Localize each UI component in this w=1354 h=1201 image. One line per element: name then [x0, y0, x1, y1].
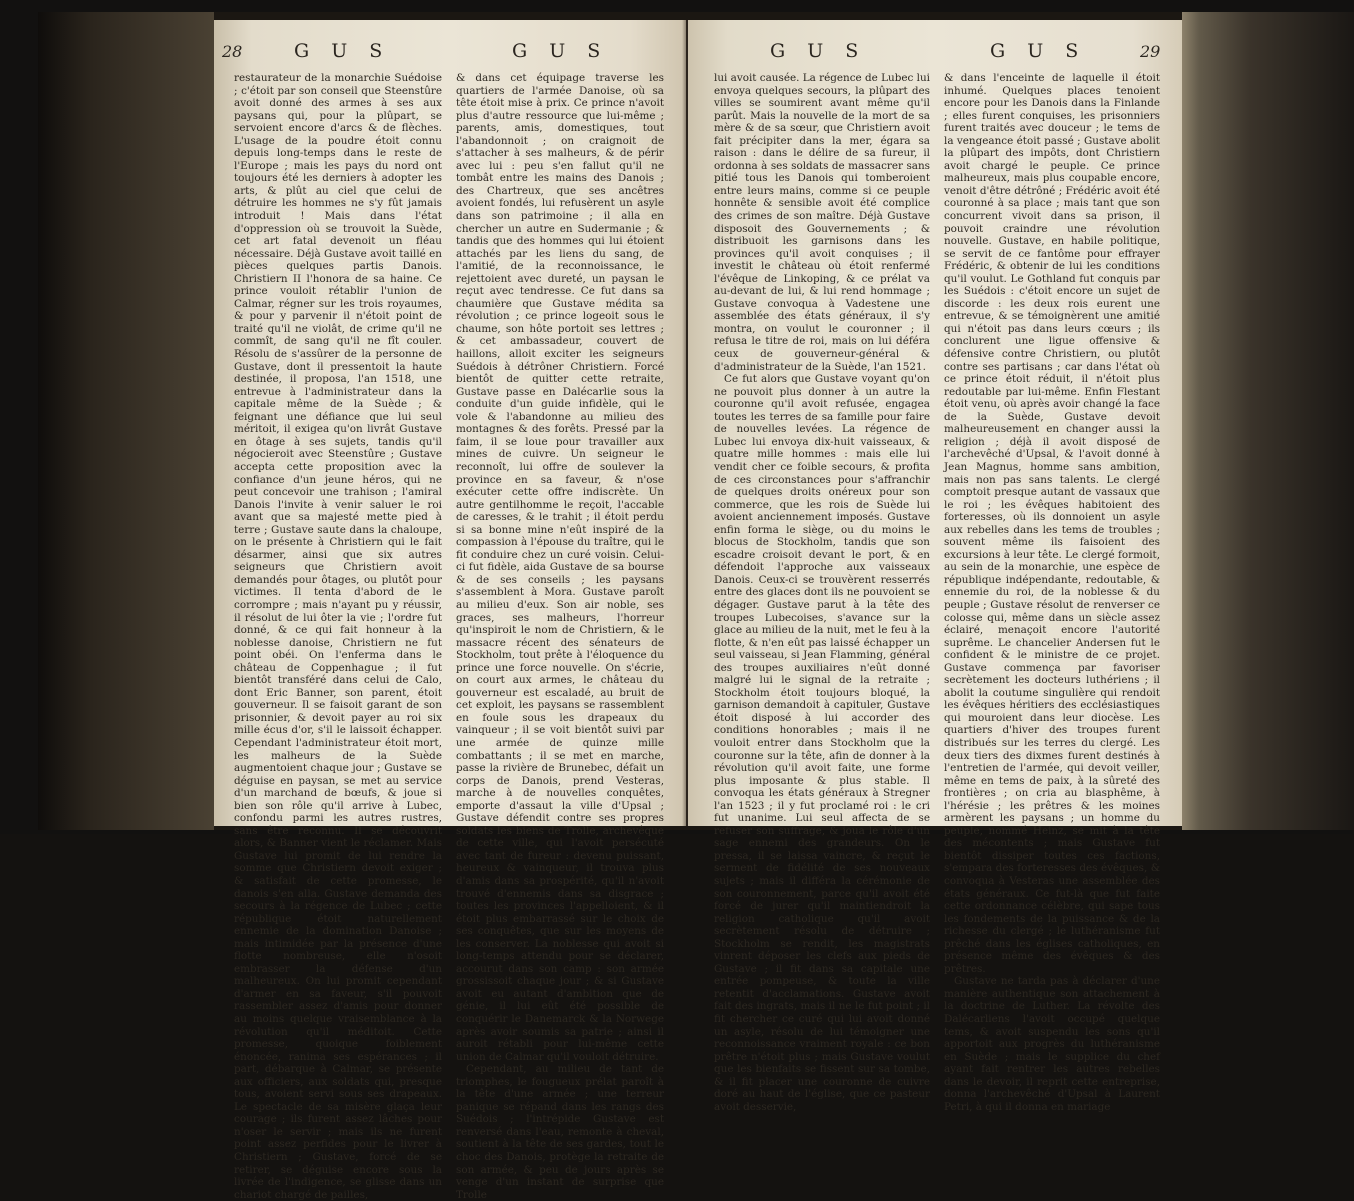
left-page — [214, 20, 686, 1201]
paragraph: & dans l'enceinte de laquelle il étoit inhumé. Quelques places tenoient encore pour les Danois dans la Finlande ; elles furent conquises, les prisonniers furent traités avec douceur ; le tems de la vengeance étoit passé ; Gustave abolit la plûpart des impôts, dont Christiern avoit chargé le peuple. Ce prince malheureux, mais plus coupable encore, venoit d'être détrôné ; Frédéric avoit été couronné à sa place ; mais tant que son concurrent vivoit dans sa prison, il pouvoit craindre une révolution nouvelle. Gustave, en habile politique, se servit de ce fantôme pour effrayer Frédéric, & obtenir de lui les conditions qu'il voulut. Le Gothland fut conquis par les Suédois : c'étoit encore un sujet de discorde : les deux rois eurent une entrevue, & se témoignèrent une amitié qui n'étoit pas dans leurs cœurs ; ils conclurent une ligue offensive & défensive contre Christiern, ou plutôt contre ses partisans ; car dans l'état où ce prince étoit réduit, il n'étoit plus redoutable par lui-même. Enfin Flestant étoit venu, où après avoir changé la face de la Suède, Gustave devoit malheureusement en changer aussi la religion ; déjà il avoit disposé de l'archevêché d'Upsal, & l'avoit donné à Jean Magnus, homme sans ambition, mais non pas sans talents. Le clergé comptoit presque autant de vassaux que le roi ; les évêques habitoient des forteresses, où ils donnoient un asyle aux rebelles dans les tems de troubles ; souvent même ils faisoient des excursions à leur tête. Le clergé formoit, au sein de la monarchie, une espèce de république indépendante, redoutable, & ennemie du roi, de la noblesse & du peuple ; Gustave résolut de renverser ce colosse qui, même dans un siècle assez éclairé, menaçoit encore l'autorité suprême. Le chancelier Andersen fut le confident & le ministre de ce projet. Gustave commença par favoriser secrètement les docteurs luthériens ; il abolit la coutume singulière qui rendoit les évêques héritiers des ecclésiastiques qui mouroient dans leur diocèse. Les quartiers d'hiver des troupes furent distribués sur les terres du clergé. Les deux tiers des dixmes furent destinés à l'entretien de l'armée, qui devoit veiller, même en tems de paix, à la sûreté des frontières ; on cria au blasphême, à l'hérésie ; les prêtres & les moines armèrent les paysans ; un homme du peuple, nommé Heinz, se mit à la tête des mécontents ; mais Gustave fut bientôt dissiper toutes ces factions, s'empara des forteresses des évêques, & convoqua à Vesteras une assemblée des états généraux. Ce fut-là que fut faite cette ordonnance célèbre, qui sape tous les fondements de la puissance & de la richesse du clergé ; le luthéranisme fut prêché dans les églises catholiques, en présence même des évêques & des prêtres. — [944, 72, 1160, 975]
paragraph: Gustave ne tarda pas à déclarer d'une manière authentique son attachement à la doctrine de Luther. La révolte des Dalécarliens l'avoit occupé quelque tems, & avoit suspendu les sons qu'il apportoit aux progrès du luthéranisme en Suède ; mais le supplice du chef ayant fait rentrer les autres rebelles dans le devoir, il reprit cette entreprise, donna l'archevêché d'Upsal à Laurent Petri, à qui il donna en mariage — [944, 975, 1160, 1113]
right-page-header — [688, 38, 1182, 68]
running-head-right: G U S — [512, 40, 609, 62]
text-column-2 — [456, 72, 664, 1201]
open-book — [38, 12, 1354, 1201]
left-page-header — [214, 38, 686, 68]
paragraph: Cependant, au milieu de tant de triomphes, le fougueux prélat paroît à la tête d'une armée ; une terreur panique se répand dans les rangs des Suédois ; l'intrépide Gustave est renversé dans l'eau, remonte à cheval, soutient à la tête de ses gardes, tout le choc des Danois, protège la retraite de son armée, & peu de jours après se venge d'un instant de surprise que Trolle — [456, 1063, 664, 1201]
running-head-right: G U S — [990, 40, 1087, 62]
running-head-left: G U S — [294, 40, 391, 62]
right-page — [688, 20, 1182, 1113]
page-number: 29 — [1140, 42, 1161, 61]
paragraph: restaurateur de la monarchie Suédoise ; c'étoit par son conseil que Steenstûre avoit donné des armes à ses aux paysans qui, pour la plûpart, se servoient encore d'arcs & de flèches. L'usage de la poudre étoit connu depuis long-temps dans le reste de l'Europe ; mais les pays du nord ont toujours été les derniers à adopter les arts, & plût au ciel que celui de détruire les hommes ne s'y fût jamais introduit ! Mais dans l'état d'oppression où se trouvoit la Suède, cet art fatal devenoit un fléau nécessaire. Déjà Gustave avoit taillé en pièces quelques partis Danois. Christiern II l'honora de sa haine. Ce prince vouloit rétablir l'union de Calmar, régner sur les trois royaumes, & pour y parvenir il n'étoit point de traité qu'il ne violât, de crime qu'il ne commît, de sang qu'il ne fît couler. Résolu de s'assûrer de la personne de Gustave, dont il pressentoit la haute destinée, il proposa, l'an 1518, une entrevue à l'administrateur dans la capitale même de la Suède ; & feignant une défiance que lui seul méritoit, il exigea qu'on livrât Gustave en ôtage à ses sujets, tandis qu'il négocieroit avec Steenstûre ; Gustave accepta cette proposition avec la confiance d'un jeune héros, qui ne peut concevoir une trahison ; l'amiral Danois l'invite à venir saluer le roi avant que sa majesté mette pied à terre ; Gustave saute dans la chaloupe, on le présente à Christiern qui le fait désarmer, ainsi que six autres seigneurs que Christiern avoit demandés pour ôtages, ou plutôt pour victimes. Il tenta d'abord de le corrompre ; mais n'ayant pu y réussir, il résolut de lui ôter la vie ; l'ordre fut donné, & ce qui fait honneur à la noblesse danoise, Christiern ne fut point obéi. On l'enferma dans le château de Coppenhague ; il fut bientôt transféré dans celui de Calo, dont Eric Banner, son parent, étoit gouverneur. Il se faisoit garant de son prisonnier, & devoit payer au roi six mille écus d'or, s'il le laissoit échapper. Cependant l'administrateur étoit mort, les malheurs de la Suède augmentoient chaque jour ; Gustave se déguise en paysan, se met au service d'un marchand de bœufs, & joue si bien son rôle qu'il arrive à Lubec, confondu parmi les autres rustres, sans être reconnu. Il se découvrit alors, & Banner vient le réclamer. Mais Gustave lui promit de lui rendre la somme que Christiern devoit exiger ; & satisfait de cette promesse, le danois s'en alla. Gustave demanda des secours à la régence de Lubec ; cette république étoit naturellement ennemie de la domination Danoise ; mais intimidée par la présence d'une flotte nombreuse, elle n'osoit embrasser la défense d'un malheureux. On lui promit cependant d'armer en sa faveur, s'il pouvoit rassembler assez d'amis pour donner au moins quelque vraisemblance à la révolution qu'il méditoit. Cette promesse, quoique foiblement énoncée, ranima ses espérances ; il part, débarque à Calmar, se présente aux officiers, aux soldats qui, presque tous, avoient servi sous ses drapeaux. Le spectacle de sa misère glaça leur courage ; ils furent assez lâches pour n'oser le servir ; mais ils ne furent point assez perfides pour le livrer à Christiern ; Gustave, forcé de se retirer, se déguise encore sous la livrée de l'indigence, se glisse dans un chariot chargé de pailles, — [234, 72, 442, 1201]
left-book-edge — [38, 12, 214, 830]
paragraph: Ce fut alors que Gustave voyant qu'on ne pouvoit plus donner à un autre la couronne qu'il avoit refusée, engagea toutes les terres de sa famille pour faire de nouvelles levées. La régence de Lubec lui envoya dix-huit vaisseaux, & quatre mille hommes : mais elle lui vendit cher ce foible secours, & profita de ces circonstances pour s'affranchir de quelques droits onéreux pour son commerce, que les rois de Suède lui avoient anciennement imposés. Gustave enfin forma le siège, ou du moins le blocus de Stockholm, tandis que son escadre croisoit devant le port, & en défendoit l'approche aux vaisseaux Danois. Ceux-ci se trouvèrent resserrés entre des glaces dont ils ne pouvoient se dégager. Gustave parut à la tête des troupes Lubecoises, s'avance sur la glace au milieu de la nuit, met le feu à la flotte, & n'en eût pas laissé échapper un seul vaisseau, si Jean Flamming, général des troupes auxiliaires n'eût donné malgré lui le signal de la retraite ; Stockholm étoit toujours bloqué, la garnison demandoit à capituler, Gustave étoit disposé à lui accorder des conditions honorables ; mais il ne vouloit entrer dans Stockholm que la couronne sur la tête, afin de donner à la révolution qu'il avoit faite, une forme plus imposante & plus stable. Il convoqua les états généraux à Stregner l'an 1523 ; il y fut proclamé roi : le cri fut unanime. Lui seul affecta de se refuser son suffrage, & joua le rôle d'un sage ennemi des grandeurs. On le pressa, il se laissa vaincre, & reçut le serment de fidélité de ses nouveaux sujets ; mais il différa la cérémonie de son couronnement, parce qu'il avoit été forcé de jurer qu'il maintiendroit la religion catholique qu'il avoit secrètement résolu de détruire ; Stockholm se rendit, les magistrats vinrent déposer les clefs aux pieds de Gustave ; il fit dans sa capitale une entrée pompeuse, & toute la ville retentit d'acclamations. Gustave avoit fait des ingrats, mais il ne le fut point ; il fit chercher ce curé qui lui avoit donné un asyle, résolu de lui témoigner une reconnoissance vraiment royale : ce bon prêtre n'étoit plus ; mais Gustave voulut que les bienfaits se fissent sur sa tombe, & il fit placer une couronne de cuivre doré au haut de l'église, que ce pasteur avoit desservie, — [714, 373, 930, 1113]
right-book-edge — [1182, 12, 1354, 830]
paragraph: lui avoit causée. La régence de Lubec lui envoya quelques secours, la plûpart des villes se soumirent avant même qu'il parût. Mais la nouvelle de la mort de sa mère & de sa sœur, que Christiern avoit fait précipiter dans la mer, égara sa raison : dans le délire de sa fureur, il ordonna à ses soldats de massacrer sans pitié tous les Danois qui tomberoient entre leurs mains, comme si ce peuple honnête & sensible avoit été complice des crimes de son maître. Déjà Gustave disposoit des Gouvernements ; & distribuoit les garnisons dans les provinces qu'il avoit conquises ; il investit le château où étoit renfermé l'évêque de Linkoping, & ce prélat va au-devant de lui, & lui rend hommage ; Gustave convoqua à Vadestene une assemblée des états généraux, il s'y montra, on voulut le couronner ; il refusa le titre de roi, mais on lui déféra ceux de gouverneur-général & d'administrateur de la Suède, l'an 1521. — [714, 72, 930, 373]
text-column-1 — [234, 72, 442, 1201]
page-number: 28 — [222, 42, 243, 61]
text-column-2 — [944, 72, 1160, 1113]
paragraph: & dans cet équipage traverse les quartiers de l'armée Danoise, où sa tête étoit mise à prix. Ce prince n'avoit plus d'autre ressource que lui-même ; parents, amis, domestiques, tout l'abandonnoit ; on craignoit de s'attacher à ses malheurs, & de périr avec lui : peu s'en fallut qu'il ne tombât entre les mains des Danois ; des Chartreux, que ses ancêtres avoient fondés, lui refusèrent un asyle dans son patrimoine ; il alla en chercher un autre en Sudermanie ; & tandis que des hommes qui lui étoient attachés par les liens du sang, de l'amitié, de la reconnoissance, le rejettoient avec dureté, un paysan le reçut avec tendresse. Ce fut dans sa chaumière que Gustave médita sa révolution ; ce prince logeoit sous le chaume, son hôte portoit ses lettres ; & cet ambassadeur, couvert de haillons, alloit exciter les seigneurs Suédois à détrôner Christiern. Forcé bientôt de quitter cette retraite, Gustave passe en Dalécarlie sous la conduite d'un guide infidèle, qui le vole & l'abandonne au milieu des montagnes & des forêts. Pressé par la faim, il se loue pour travailler aux mines de cuivre. Un seigneur le reconnoît, lui offre de soulever la province en sa faveur, & n'ose exécuter cette offre indiscrète. Un autre gentilhomme le reçoit, l'accable de caresses, & le trahit ; il étoit perdu si sa bonne mine n'eût inspiré de la compassion à l'épouse du traître, qui le fit conduire chez un curé voisin. Celui-ci fut fidèle, aida Gustave de sa bourse & de ses conseils ; les paysans s'assemblent à Mora. Gustave paroît au milieu d'eux. Son air noble, ses graces, ses malheurs, l'horreur qu'inspiroit le nom de Christiern, & le massacre récent des sénateurs de Stockholm, tout prête à l'éloquence du prince une force nouvelle. On s'écrie, on court aux armes, le château du gouverneur est escaladé, au bruit de cet exploit, les paysans se rassemblent en foule sous les drapeaux du vainqueur ; il se voit bientôt suivi par une armée de quinze mille combattants ; il se met en marche, passe la rivière de Brunebec, défait un corps de Danois, prend Vesteras, marche à de nouvelles conquêtes, emporte d'assaut la ville d'Upsal ; Gustave défendit contre ses propres soldats les biens de Trolle, archevêque de cette ville, qui l'avoit persécuté avec tant de fureur : devenu puissant, heureux & vainqueur, il trouva plus d'amis dans sa prospérité, qu'il n'avoit trouvé d'ennemis dans sa disgrace ; toutes les provinces l'appelloient, & il étoit plus embarrassé sur le choix de ses conquêtes, que sur les moyens de les conserver. La noblesse qui avoit si long-temps attendu pour se déclarer, accourut dans son camp : son armée grossissoit chaque jour ; & si Gustave avoit eu autant d'ambition que de génie, il lui eût été possible de conquérir le Danemarck & la Norwege après avoir soumis sa patrie ; ainsi il auroit rétabli pour lui-même cette union de Calmar qu'il vouloit détruire. — [456, 72, 664, 1063]
text-column-1 — [714, 72, 930, 1113]
running-head-left: G U S — [770, 40, 867, 62]
